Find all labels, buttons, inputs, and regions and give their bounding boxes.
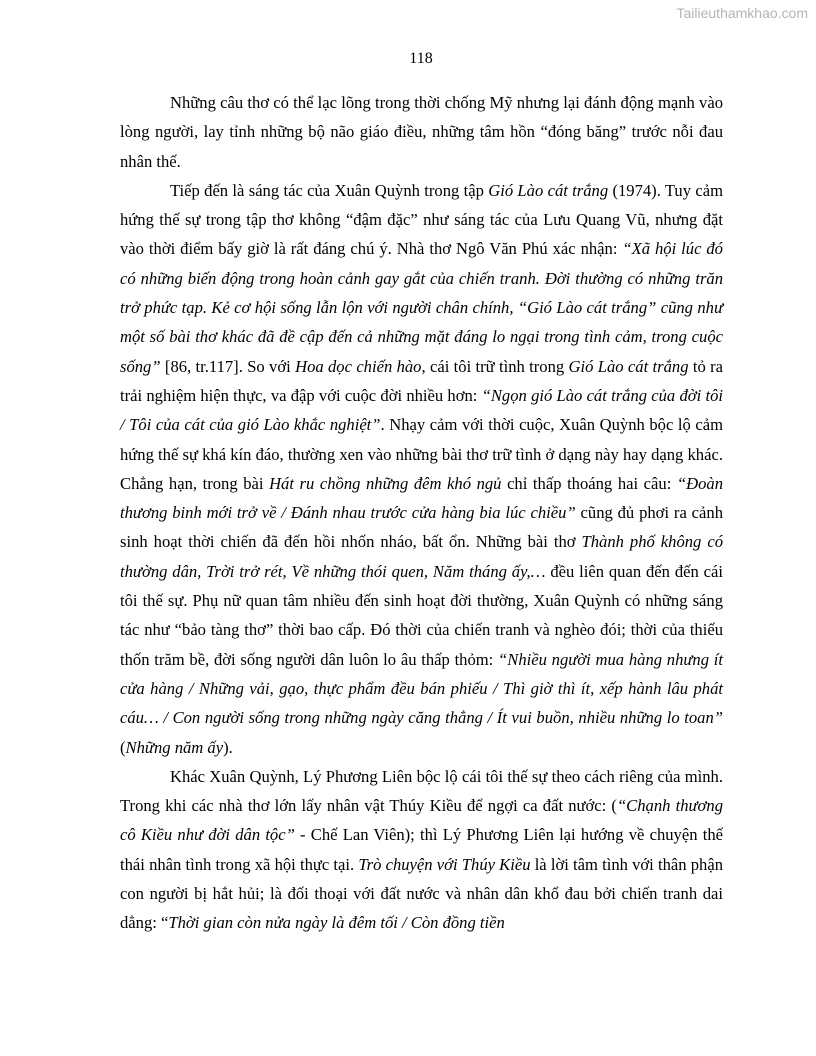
text-run: đều liên quan đến đến cái tôi thế sự. Phụ nữ quan tâm nhiều đến sinh hoạt đời thường, Xuân Quỳnh có những sáng tác như “bảo tàng thơ” thời bao cấp. Đó thời của chiến tranh và nghèo đói; thời của thiếu thốn trăm bề, đời sống người dân luôn lo âu thấp thỏm: (120, 561, 723, 669)
text-run: tỏ ra trải nghiệm hiện thực, va đập với cuộc đời nhiều hơn: (120, 356, 723, 405)
text-run: (1974). Tuy cảm hứng thế sự trong tập thơ không “đậm đặc” như sáng tác của Lưu Quang Vũ, nhưng đặt vào thời điểm bấy giờ là rất đáng chú ý. Nhà thơ Ngô Văn Phú xác nhận: (120, 180, 723, 259)
italic-text-run: “Ngọn gió Lào cát trắng của đời tôi / Tôi của cát của gió Lào khắc nghiệt” (120, 385, 723, 435)
text-run: Khác Xuân Quỳnh, Lý Phương Liên bộc lộ cái tôi thế sự theo cách riêng của mình. Trong khi các nhà thơ lớn lấy nhân vật Thúy Kiều để ngợi ca đất nước: ( (120, 766, 723, 816)
italic-text-run: Trò chuyện với Thúy Kiều (358, 854, 531, 874)
text-run: là lời tâm tình với thân phận con người bị hắt hủi; là đối thoại với đất nước và nhân dân khổ đau bởi chiến tranh dai dẳng: “ (120, 854, 723, 933)
text-run: Những câu thơ có thể lạc lõng trong thời chống Mỹ nhưng lại đánh động mạnh vào lòng người, lay tỉnh những bộ não giáo điều, những tâm hồn “đóng băng” trước nỗi đau nhân thế. (120, 93, 723, 171)
text-run: Tiếp đến là sáng tác của Xuân Quỳnh trong tập (170, 180, 489, 200)
text-run: - Chế Lan Viên); thì Lý Phương Liên lại hướng về chuyện thế thái nhân tình trong xã hội thực tại. (120, 825, 723, 874)
body-text (120, 88, 723, 938)
italic-text-run: Hát ru chồng những đêm khó ngủ (269, 473, 502, 493)
italic-text-run: Gió Lào cát trắng (488, 180, 609, 200)
text-run: [86, tr.117]. So với (160, 356, 296, 376)
italic-text-run: “Đoàn thương binh mới trở về / Đánh nhau trước cửa hàng bia lúc chiều” (120, 473, 723, 523)
text-run: chỉ thấp thoáng hai câu: (501, 473, 677, 493)
italic-text-run: “Xã hội lúc đó có những biến động trong hoàn cảnh gay gắt của chiến tranh. Đời thường có những trăn trở phức tạp. Kẻ cơ hội sống lẫn lộn với người chân chính, “Gió Lào cát trắng” cũng như một số bài thơ khác đã đề cập đến cả những mặt đáng lo ngại trong tình cảm, trong cuộc sống” (120, 239, 723, 376)
italic-text-run: Gió Lào cát trắng (568, 356, 689, 376)
text-run: cũng đủ phơi ra cảnh sinh hoạt thời chiến đã đến hồi nhốn nháo, bất ổn. Những bài thơ (120, 503, 723, 552)
italic-text-run: “Chạnh thương cô Kiều như đời dân tộc” (120, 796, 723, 845)
italic-text-run: Thời gian còn nửa ngày là đêm tối / Còn đồng tiền (168, 913, 505, 933)
paragraph-1 (120, 88, 723, 176)
text-run: , cái tôi trữ tình trong (421, 356, 569, 376)
text-run: ). (223, 737, 233, 757)
paragraph-2 (120, 176, 723, 762)
page-number: 118 (409, 50, 433, 67)
italic-text-run: Những năm ấy (125, 737, 224, 757)
italic-text-run: Hoa dọc chiến hào (295, 356, 422, 376)
text-run: ( (120, 737, 126, 757)
text-run: . Nhạy cảm với thời cuộc, Xuân Quỳnh bộc lộ cảm hứng thế sự khá kín đáo, thường xen vào những bài thơ trữ tình ở dạng này hay dạng khác. Chẳng hạn, trong bài (120, 415, 723, 493)
italic-text-run: “Nhiều người mua hàng nhưng ít cửa hàng / Những vải, gạo, thực phẩm đều bán phiếu / Thì giờ thì ít, xếp hành lâu phát cáu… / Con người sống trong những ngày căng thẳng / Ít vui buồn, nhiều những lo toan” (120, 649, 723, 728)
paragraph-3 (120, 762, 723, 938)
watermark: Tailieuthamkhao.com (676, 5, 808, 21)
italic-text-run: Thành phố không có thường dân, Trời trở rét, Về những thói quen, Năm tháng ấy,… (120, 532, 723, 581)
